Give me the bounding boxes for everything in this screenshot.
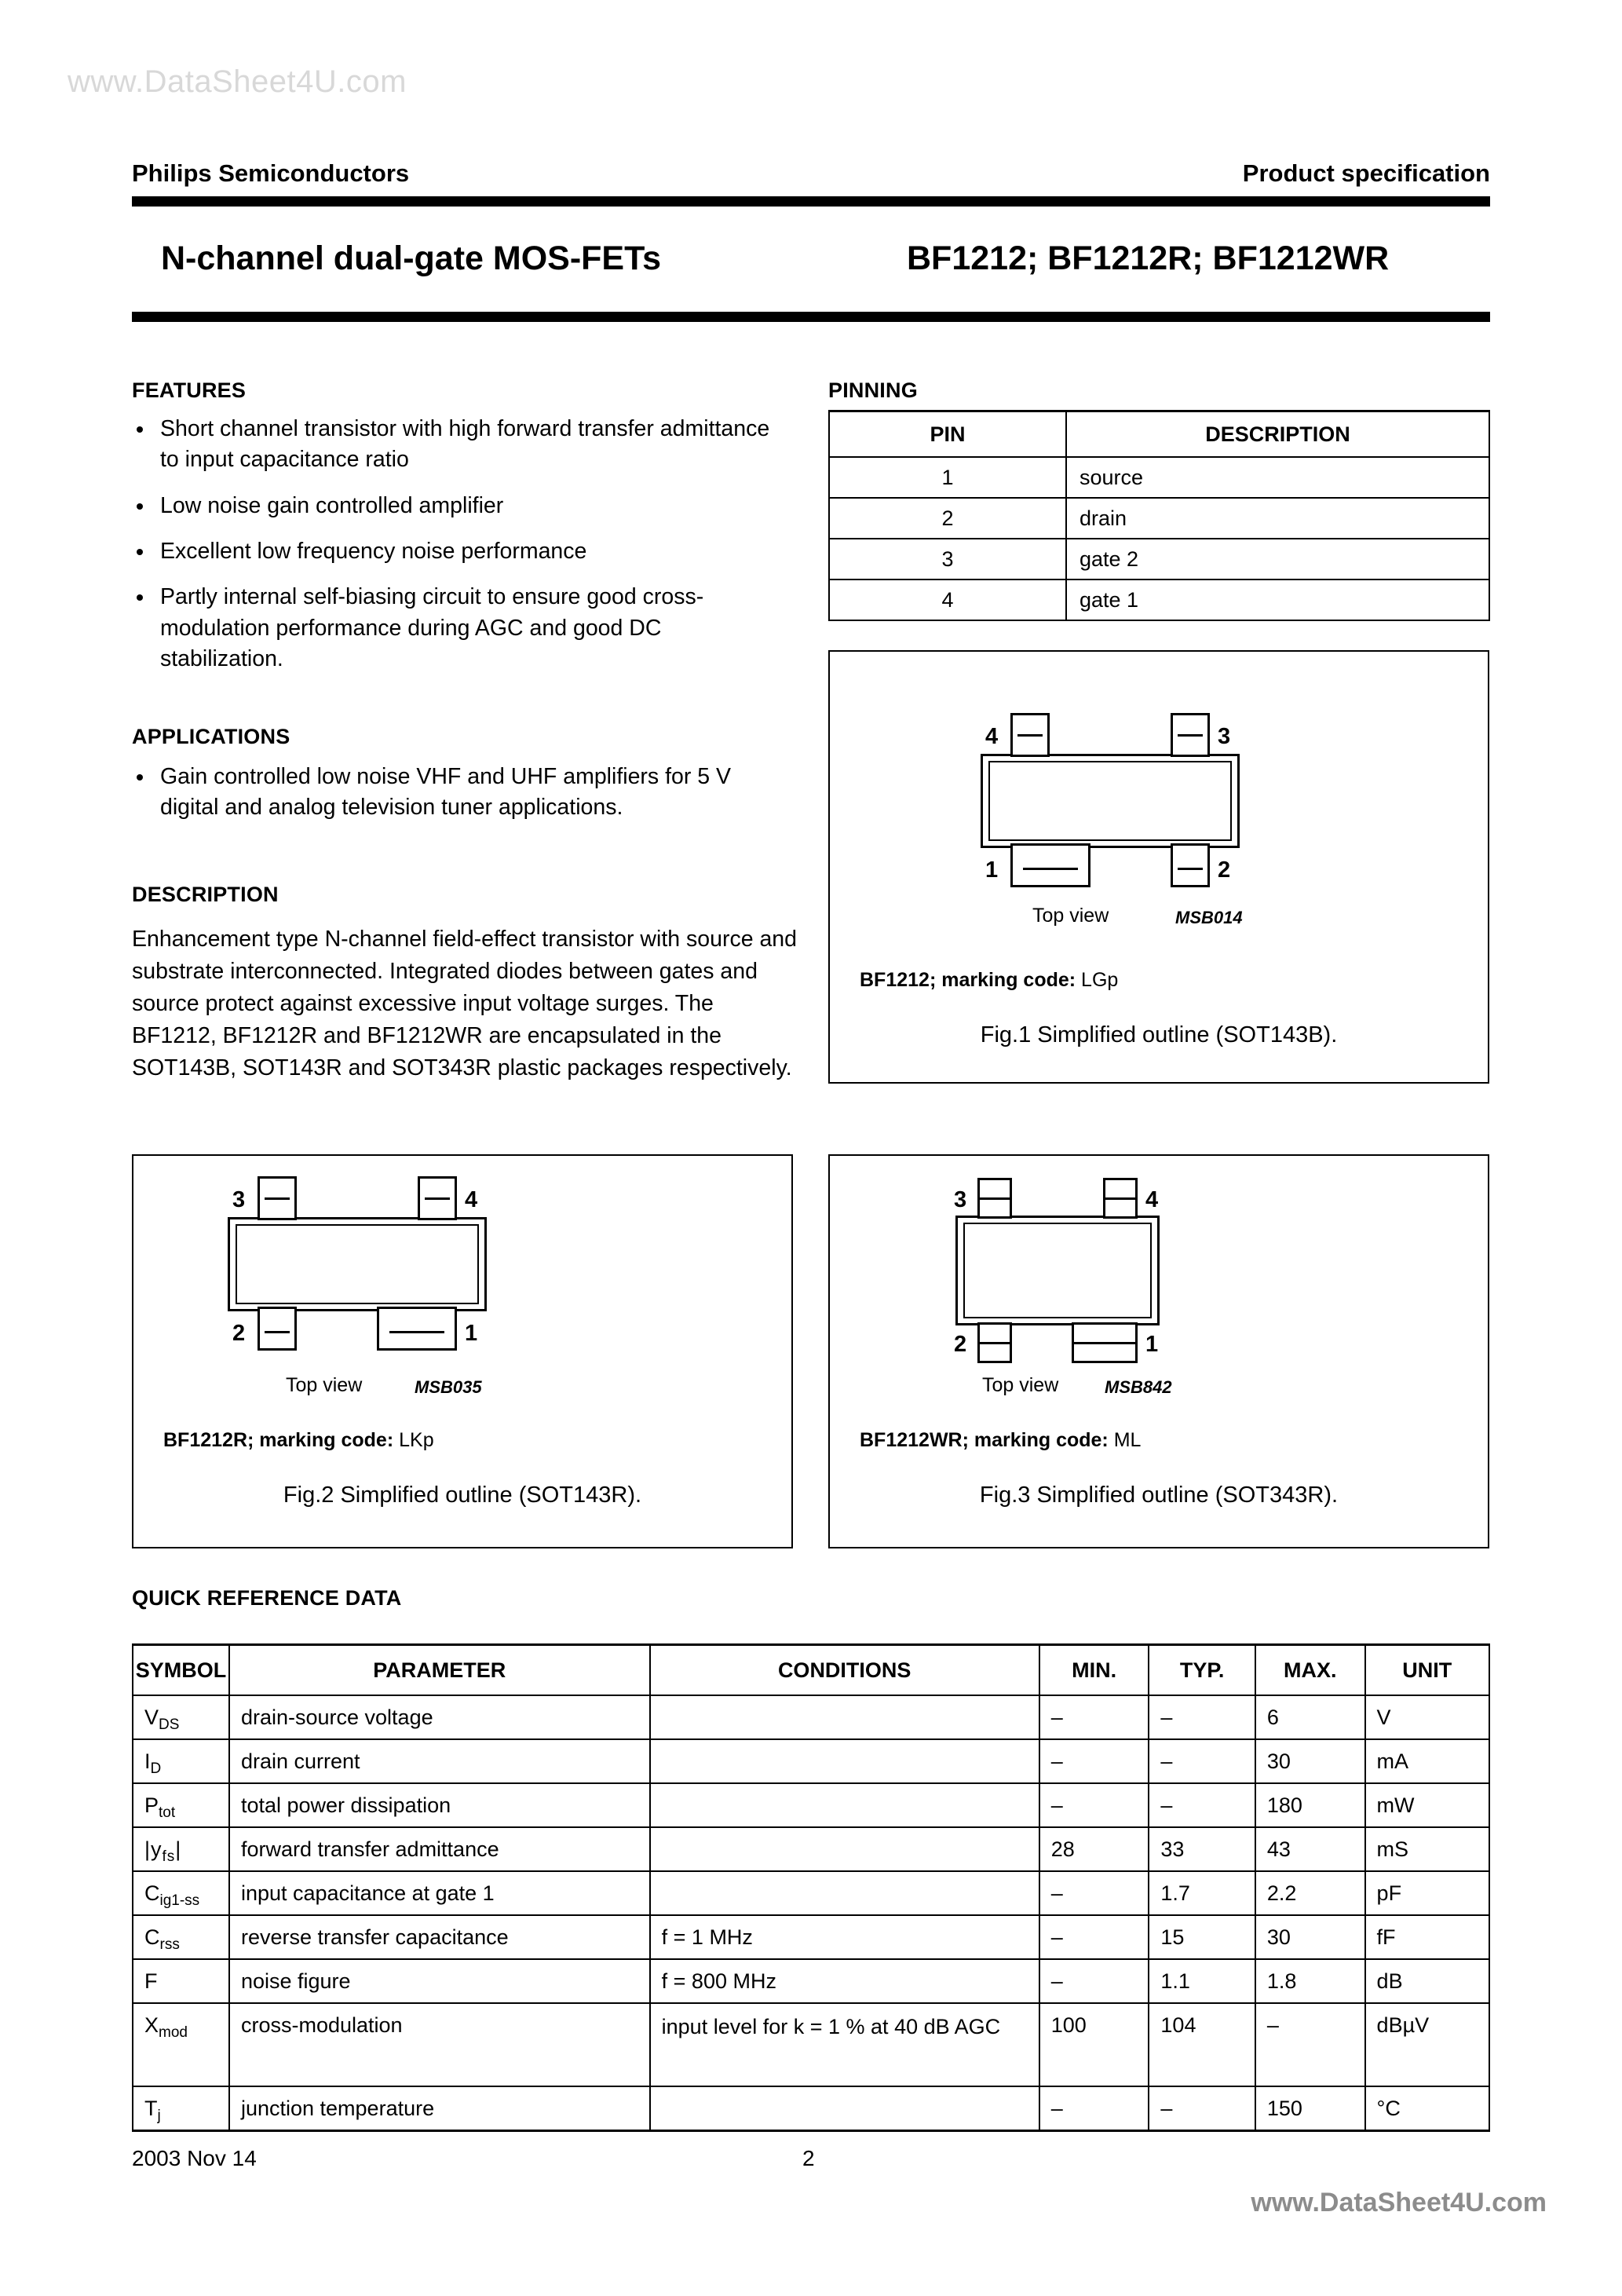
cell-min: – bbox=[1039, 1871, 1149, 1915]
lead-divider bbox=[1103, 1197, 1138, 1200]
col-unit: UNIT bbox=[1365, 1645, 1489, 1696]
lead-3 bbox=[258, 1176, 297, 1220]
cell-parameter: cross-modulation bbox=[229, 2003, 650, 2086]
pin-label-2: 2 bbox=[954, 1332, 967, 1357]
package-body-inner bbox=[988, 761, 1232, 841]
marking-value: ML bbox=[1113, 1429, 1142, 1451]
cell-typ: – bbox=[1149, 1695, 1255, 1739]
pin-label-3: 3 bbox=[954, 1187, 967, 1212]
cell-unit: °C bbox=[1365, 2086, 1489, 2131]
cell-typ: 15 bbox=[1149, 1915, 1255, 1959]
table-header-row bbox=[133, 1645, 1489, 1696]
cell-min: – bbox=[1039, 1739, 1149, 1783]
table-row bbox=[829, 539, 1489, 579]
lead-3 bbox=[1171, 713, 1210, 757]
lead-divider bbox=[977, 1342, 1012, 1344]
header-rule-bottom bbox=[132, 312, 1490, 322]
table-row bbox=[133, 1871, 1489, 1915]
package-outline-sot143b bbox=[981, 708, 1240, 889]
lead-1 bbox=[377, 1307, 457, 1351]
quick-reference-table bbox=[132, 1643, 1490, 2132]
table-row bbox=[829, 457, 1489, 498]
cell-symbol: $X_{mod}$ bbox=[133, 2003, 229, 2086]
document-type: Product specification bbox=[1242, 159, 1490, 187]
col-max: MAX. bbox=[1255, 1645, 1365, 1696]
figure-3-marking bbox=[860, 1429, 1141, 1452]
list-item: Gain controlled low noise VHF and UHF amplifiers for 5 V digital and analog television tuner applications. bbox=[132, 762, 790, 824]
cell-max: 1.8 bbox=[1255, 1959, 1365, 2003]
figure-2-box bbox=[132, 1154, 793, 1548]
package-body-inner bbox=[963, 1223, 1152, 1318]
cell-max: 2.2 bbox=[1255, 1871, 1365, 1915]
table-row bbox=[133, 2003, 1489, 2086]
cell-symbol: $C_{ig1-ss}$ bbox=[133, 1871, 229, 1915]
pin-label-4: 4 bbox=[1145, 1187, 1159, 1212]
package-outline-sot143r bbox=[228, 1172, 487, 1352]
pin-number: 3 bbox=[829, 539, 1066, 579]
cell-symbol: $V_{DS}$ bbox=[133, 1695, 229, 1739]
cell-max: 43 bbox=[1255, 1827, 1365, 1871]
cell-typ: 1.7 bbox=[1149, 1871, 1255, 1915]
table-row bbox=[133, 1827, 1489, 1871]
cell-parameter: drain-source voltage bbox=[229, 1695, 650, 1739]
pin-description: gate 1 bbox=[1066, 579, 1489, 620]
cell-parameter: junction temperature bbox=[229, 2086, 650, 2131]
cell-unit: mS bbox=[1365, 1827, 1489, 1871]
table-row bbox=[133, 1739, 1489, 1783]
quick-reference-heading: QUICK REFERENCE DATA bbox=[132, 1586, 402, 1610]
description-text: Enhancement type N-channel field-effect transistor with source and substrate interconnected. Integrated diodes between gates and source protect against excessive input voltage surges. The BF1212, BF1212R and BF1212WR are encapsulated in the SOT143B, SOT143R and SOT343R plastic packages respectively. bbox=[132, 927, 798, 1081]
cell-symbol: $I_D$ bbox=[133, 1739, 229, 1783]
lead-divider bbox=[265, 1331, 290, 1333]
figure-1-caption: Fig.1 Simplified outline (SOT143B). bbox=[980, 1022, 1338, 1047]
description-heading: DESCRIPTION bbox=[132, 883, 279, 906]
cell-min: 28 bbox=[1039, 1827, 1149, 1871]
cell-parameter: drain current bbox=[229, 1739, 650, 1783]
pin-description: drain bbox=[1066, 498, 1489, 539]
lead-1 bbox=[1072, 1322, 1138, 1363]
cell-max: 180 bbox=[1255, 1783, 1365, 1827]
cell-unit: pF bbox=[1365, 1871, 1489, 1915]
cell-min: – bbox=[1039, 2086, 1149, 2131]
lead-2 bbox=[977, 1322, 1012, 1363]
cell-conditions bbox=[650, 1871, 1039, 1915]
cell-typ: 104 bbox=[1149, 2003, 1255, 2086]
figure-1-drawing-code: MSB014 bbox=[1175, 908, 1243, 927]
pin-label-1: 1 bbox=[465, 1321, 478, 1346]
lead-divider bbox=[1178, 868, 1203, 870]
pin-label-3: 3 bbox=[1218, 724, 1231, 749]
cell-symbol: $|y_{fs}|$ bbox=[133, 1827, 229, 1871]
pinning-col-description: DESCRIPTION bbox=[1066, 411, 1489, 458]
pin-label-3: 3 bbox=[232, 1187, 246, 1212]
figure-3-drawing-code: MSB842 bbox=[1105, 1377, 1172, 1397]
marking-label: marking code: bbox=[259, 1429, 394, 1451]
pin-number: 1 bbox=[829, 457, 1066, 498]
cell-unit: fF bbox=[1365, 1915, 1489, 1959]
cell-max: – bbox=[1255, 2003, 1365, 2086]
cell-symbol: $T_j$ bbox=[133, 2086, 229, 2131]
watermark-bottom: www.DataSheet4U.com bbox=[1251, 2188, 1547, 2217]
lead-divider bbox=[1017, 734, 1043, 737]
features-list bbox=[132, 414, 790, 689]
table-row bbox=[829, 579, 1489, 620]
pin-description: source bbox=[1066, 457, 1489, 498]
applications-list bbox=[132, 762, 790, 839]
pinning-col-pin: PIN bbox=[829, 411, 1066, 458]
page-title: N-channel dual-gate MOS-FETs bbox=[161, 239, 662, 277]
cell-typ: 1.1 bbox=[1149, 1959, 1255, 2003]
col-symbol: SYMBOL bbox=[133, 1645, 229, 1696]
pin-number: 2 bbox=[829, 498, 1066, 539]
footer-date: 2003 Nov 14 bbox=[132, 2146, 257, 2170]
lead-1 bbox=[1010, 843, 1090, 887]
table-row bbox=[133, 1783, 1489, 1827]
lead-4 bbox=[418, 1176, 457, 1220]
pin-label-4: 4 bbox=[465, 1187, 478, 1212]
figure-1-box bbox=[828, 650, 1489, 1084]
cell-min: – bbox=[1039, 1959, 1149, 2003]
cell-conditions bbox=[650, 1783, 1039, 1827]
cell-max: 150 bbox=[1255, 2086, 1365, 2131]
marking-value: LKp bbox=[399, 1429, 434, 1451]
pin-number: 4 bbox=[829, 579, 1066, 620]
figure-2-caption: Fig.2 Simplified outline (SOT143R). bbox=[283, 1483, 642, 1508]
table-row bbox=[133, 1695, 1489, 1739]
pin-label-4: 4 bbox=[985, 724, 999, 749]
cell-conditions bbox=[650, 1695, 1039, 1739]
cell-max: 30 bbox=[1255, 1915, 1365, 1959]
cell-parameter: input capacitance at gate 1 bbox=[229, 1871, 650, 1915]
cell-symbol: F bbox=[133, 1959, 229, 2003]
marking-label: marking code: bbox=[974, 1429, 1109, 1451]
cell-conditions bbox=[650, 1827, 1039, 1871]
cell-parameter: noise figure bbox=[229, 1959, 650, 2003]
marking-value: LGp bbox=[1081, 969, 1119, 991]
cell-parameter: total power dissipation bbox=[229, 1783, 650, 1827]
table-row bbox=[133, 1959, 1489, 2003]
lead-3 bbox=[977, 1178, 1012, 1219]
marking-label: marking code: bbox=[941, 969, 1076, 991]
lead-4 bbox=[1103, 1178, 1138, 1219]
table-row bbox=[829, 498, 1489, 539]
cell-unit: mA bbox=[1365, 1739, 1489, 1783]
marking-device: BF1212R; bbox=[163, 1429, 254, 1451]
cell-min: – bbox=[1039, 1783, 1149, 1827]
lead-divider bbox=[977, 1197, 1012, 1200]
cell-typ: – bbox=[1149, 1783, 1255, 1827]
figure-3-caption: Fig.3 Simplified outline (SOT343R). bbox=[979, 1483, 1339, 1508]
cell-min: 100 bbox=[1039, 2003, 1149, 2086]
col-conditions: CONDITIONS bbox=[650, 1645, 1039, 1696]
marking-device: BF1212WR; bbox=[860, 1429, 969, 1451]
pin-label-1: 1 bbox=[985, 857, 999, 883]
figure-1-marking bbox=[860, 969, 1118, 992]
cell-conditions bbox=[650, 2086, 1039, 2131]
applications-heading: APPLICATIONS bbox=[132, 725, 290, 748]
cell-typ: 33 bbox=[1149, 1827, 1255, 1871]
cell-parameter: reverse transfer capacitance bbox=[229, 1915, 650, 1959]
list-item: Excellent low frequency noise performance bbox=[132, 536, 790, 567]
marking-device: BF1212; bbox=[860, 969, 937, 991]
cell-min: – bbox=[1039, 1915, 1149, 1959]
figure-3-topview-label: Top view bbox=[982, 1374, 1059, 1396]
lead-divider bbox=[425, 1197, 450, 1200]
pin-label-1: 1 bbox=[1145, 1332, 1159, 1357]
cell-conditions: f = 1 MHz bbox=[650, 1915, 1039, 1959]
figure-2-marking bbox=[163, 1429, 434, 1452]
lead-divider bbox=[1072, 1342, 1138, 1344]
part-numbers: BF1212; BF1212R; BF1212WR bbox=[907, 239, 1390, 277]
lead-divider bbox=[1178, 734, 1203, 737]
pin-label-2: 2 bbox=[232, 1321, 246, 1346]
watermark-top: www.DataSheet4U.com bbox=[68, 64, 407, 99]
cell-typ: – bbox=[1149, 2086, 1255, 2131]
cell-typ: – bbox=[1149, 1739, 1255, 1783]
figure-1-topview-label: Top view bbox=[1032, 905, 1109, 927]
table-row bbox=[133, 2086, 1489, 2131]
pin-label-2: 2 bbox=[1218, 857, 1231, 883]
cell-symbol: $C_{rss}$ bbox=[133, 1915, 229, 1959]
cell-max: 30 bbox=[1255, 1739, 1365, 1783]
col-min: MIN. bbox=[1039, 1645, 1149, 1696]
lead-divider bbox=[1023, 868, 1077, 870]
lead-divider bbox=[389, 1331, 444, 1333]
lead-2 bbox=[1171, 843, 1210, 887]
features-heading: FEATURES bbox=[132, 378, 247, 402]
cell-unit: dB bbox=[1365, 1959, 1489, 2003]
lead-divider bbox=[265, 1197, 290, 1200]
cell-unit: V bbox=[1365, 1695, 1489, 1739]
cell-max: 6 bbox=[1255, 1695, 1365, 1739]
cell-conditions bbox=[650, 1739, 1039, 1783]
figure-3-box bbox=[828, 1154, 1489, 1548]
pinning-table bbox=[828, 410, 1490, 621]
figure-2-drawing-code: MSB035 bbox=[415, 1377, 482, 1397]
company-name: Philips Semiconductors bbox=[132, 159, 410, 187]
pin-description: gate 2 bbox=[1066, 539, 1489, 579]
cell-symbol: $P_{tot}$ bbox=[133, 1783, 229, 1827]
list-item: Partly internal self-biasing circuit to ensure good cross-modulation performance during AGC and good DC stabilization. bbox=[132, 582, 790, 675]
header-rule-top bbox=[132, 196, 1490, 207]
col-parameter: PARAMETER bbox=[229, 1645, 650, 1696]
cell-conditions: f = 800 MHz bbox=[650, 1959, 1039, 2003]
col-typ: TYP. bbox=[1149, 1645, 1255, 1696]
lead-4 bbox=[1010, 713, 1050, 757]
cell-conditions: input level for k = 1 % at 40 dB AGC bbox=[650, 2003, 1039, 2086]
figure-2-topview-label: Top view bbox=[286, 1374, 363, 1396]
package-outline-sot343r bbox=[954, 1172, 1160, 1357]
cell-unit: mW bbox=[1365, 1783, 1489, 1827]
list-item: Short channel transistor with high forward transfer admittance to input capacitance ratio bbox=[132, 414, 790, 476]
cell-min: – bbox=[1039, 1695, 1149, 1739]
cell-parameter: forward transfer admittance bbox=[229, 1827, 650, 1871]
list-item: Low noise gain controlled amplifier bbox=[132, 491, 790, 521]
lead-2 bbox=[258, 1307, 297, 1351]
cell-unit: dBµV bbox=[1365, 2003, 1489, 2086]
package-body-inner bbox=[236, 1224, 479, 1304]
footer-page-number: 2 bbox=[802, 2146, 815, 2170]
table-row bbox=[133, 1915, 1489, 1959]
pinning-heading: PINNING bbox=[828, 378, 918, 402]
